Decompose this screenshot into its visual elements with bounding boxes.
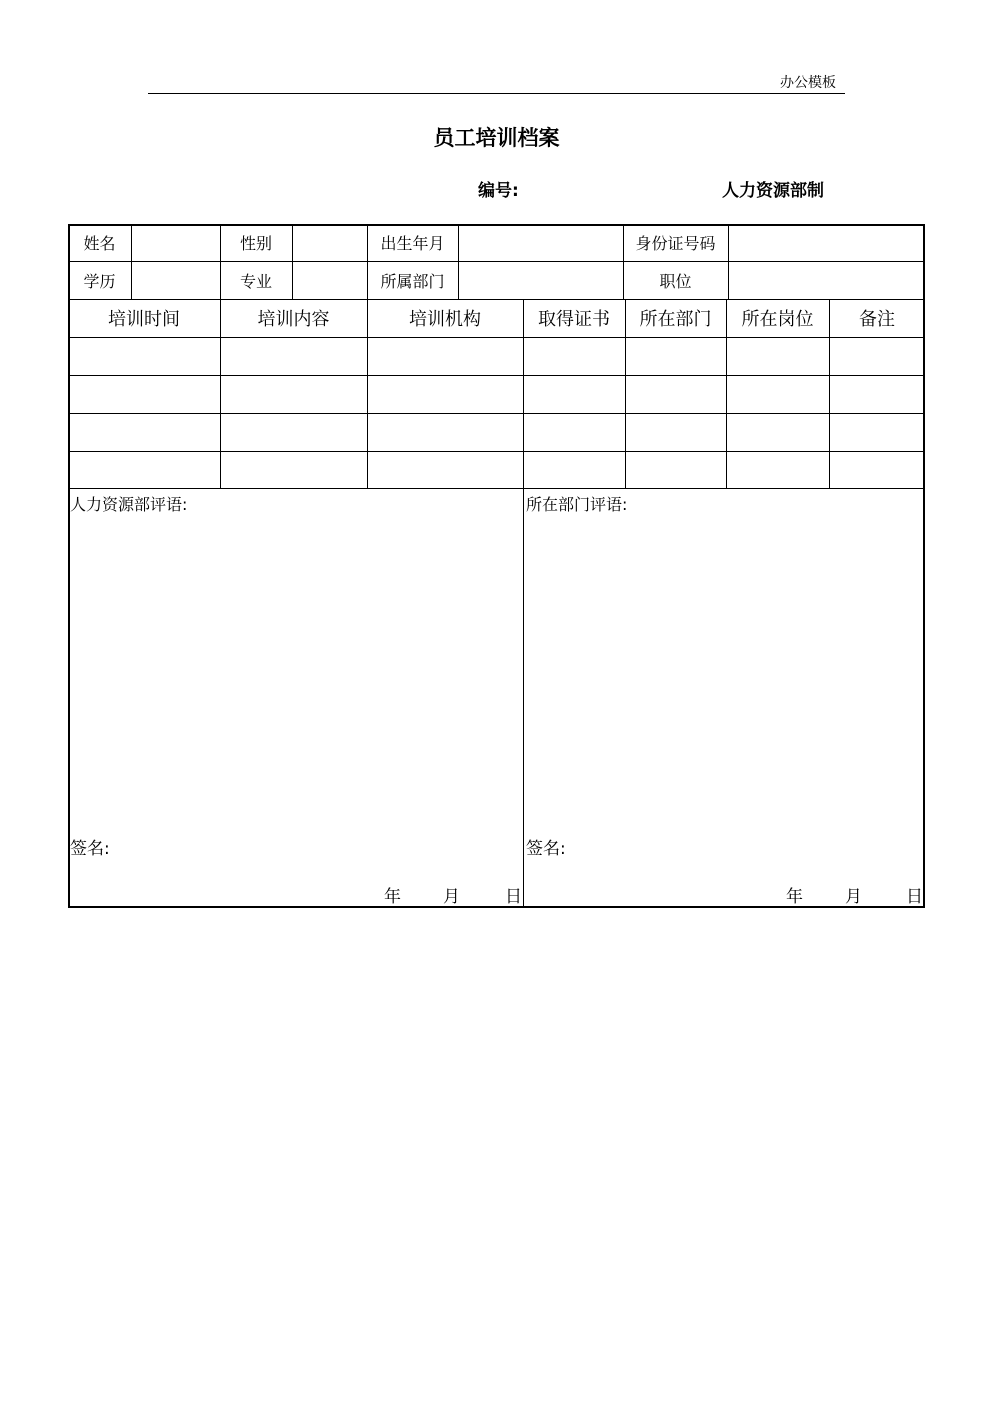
col-header-post: 所在岗位	[741, 309, 814, 330]
birth-field[interactable]	[458, 224, 623, 261]
hr-date-year: 年	[384, 887, 401, 907]
col-header-remarks: 备注	[859, 309, 895, 330]
col-header-training-content: 培训内容	[257, 309, 330, 330]
serial-number-label: 编号:	[478, 181, 519, 201]
dept-date-day: 日	[906, 887, 923, 907]
department-label: 所属部门	[380, 271, 445, 291]
training-record-form	[68, 224, 925, 908]
hr-comments-label: 人力资源部评语:	[70, 495, 188, 514]
col-header-training-institution: 培训机构	[409, 309, 481, 330]
education-field[interactable]	[131, 261, 220, 299]
dept-date-year: 年	[786, 887, 803, 907]
header-label: 办公模板	[780, 75, 836, 91]
table-row[interactable]	[68, 375, 925, 413]
department-field[interactable]	[458, 261, 623, 299]
hr-date-day: 日	[505, 887, 522, 907]
birth-label: 出生年月	[380, 234, 445, 253]
id-number-field[interactable]	[728, 224, 925, 261]
education-label: 学历	[83, 271, 116, 291]
table-row[interactable]	[68, 451, 925, 488]
dept-date-month: 月	[845, 887, 862, 907]
col-header-training-time: 培训时间	[108, 309, 180, 330]
name-label: 姓名	[83, 234, 116, 253]
table-row[interactable]	[68, 337, 925, 375]
col-header-certificate: 取得证书	[538, 309, 610, 330]
dept-comments-label: 所在部门评语:	[526, 495, 628, 514]
gender-field[interactable]	[292, 224, 367, 261]
row-divider	[68, 488, 925, 489]
hr-signature-label: 签名:	[70, 839, 110, 859]
dept-signature-label: 签名:	[526, 839, 566, 859]
position-field[interactable]	[728, 261, 925, 299]
col-header-department: 所在部门	[639, 309, 712, 330]
hr-date-month: 月	[443, 887, 460, 907]
page-title: 员工培训档案	[433, 126, 560, 150]
id-number-label: 身份证号码	[635, 234, 716, 253]
made-by-label: 人力资源部制	[722, 181, 824, 201]
major-label: 专业	[239, 271, 272, 291]
header-rule	[148, 93, 845, 94]
gender-label: 性别	[239, 234, 272, 253]
comments-divider	[523, 488, 524, 908]
table-row[interactable]	[68, 413, 925, 451]
position-label: 职位	[659, 271, 692, 291]
major-field[interactable]	[292, 261, 367, 299]
name-field[interactable]	[131, 224, 220, 261]
